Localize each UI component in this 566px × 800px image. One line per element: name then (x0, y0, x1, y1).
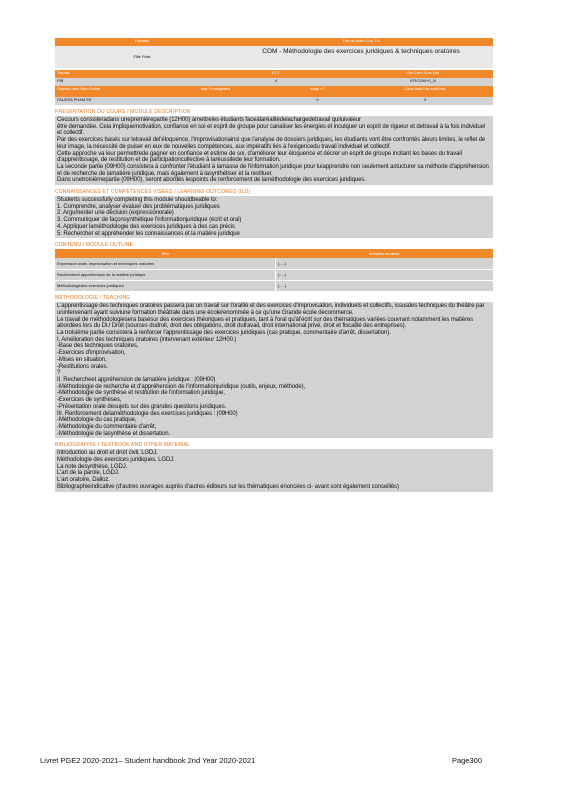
header-row-5 (55, 86, 493, 97)
methodology-text (55, 302, 493, 438)
list-item: -Mises en situation, (57, 356, 107, 363)
header-row-3 (55, 70, 493, 78)
list-item: -Méthodologie de recherche et d'appréhension de l'informationjuridique (outils, enjeux, méthode), (57, 383, 306, 390)
table-cell: Rechercheet appréhension de la matière juridique (57, 272, 146, 278)
header-cell: 3 (423, 97, 427, 102)
header-cell: Tsposs (57, 70, 70, 75)
paragraph: La troisième partie consistera à renforcer l'apprentissage des exercices juridiques (cas pratique, commentaire d'arrêt, dissertation). (57, 330, 391, 337)
table-row (55, 281, 493, 291)
list-item: -Base des techniques oratoires, (57, 343, 139, 350)
list-item: Méthodologie des exercices juridiques, LGDJ. (57, 457, 175, 464)
header-row-6 (55, 97, 493, 105)
footer-handbook-label: Livret PGE2 2020-2021– Student handbook 2nd Year 2020-2021 (40, 756, 256, 765)
content-table (55, 249, 493, 291)
paragraph: Par des exercices basés sur letravail del'éloquence, l'improvisationainsi que l'analyse de dossiers juridiques, les étudiants vont être confrontés àleurs limites, le reflet de leur image, la nécessité de puiser en eux de nouvelles compétences, aux impératifs liés à l'exigencedu travail individuel et collectif. (57, 137, 486, 150)
header-row-4 (55, 78, 493, 86)
list-item: 5. Rechercher et appréhender les connaissances et la matière juridique (57, 230, 240, 237)
paragraph: I. Amélioration des techniques oratoires (intervenant extérieur 12H00.) (57, 336, 237, 343)
list-item: L'art oratoire, Dalloz. (57, 477, 110, 484)
list-item: L'art de la parole, LGDJ. (57, 470, 120, 477)
list-item: 3. Communiquer de façonsynthétique l'informationjuridique (écrit et oral) (57, 217, 242, 224)
header-cell (199, 97, 278, 105)
table-cell: (.....) (275, 270, 493, 280)
header-row-1 (55, 38, 493, 46)
list-item: -Méthodologie de lasynthèse et dissertation. (57, 430, 171, 437)
list-item: -Méthodologie du cas pratique, (57, 417, 137, 424)
list-item: 4. Appliquer laméthodologie des exercices juridiques à des cas précis (57, 223, 235, 230)
header-cell: Dopsts umlo Emb Eohm (57, 86, 101, 91)
table-header: Titre (161, 251, 169, 257)
paragraph: Cecours consisteradans unepremièrepartie (12H00) àmettreles étudiants faceàlaréalitédelachargedetravail quiluivaleur (57, 117, 361, 123)
list-item: Bibliographieindicative (d'autres ouvrages auprès d'autres éditeurs sur les thématiques énoncées ci- avant sont également conseillés) (57, 483, 399, 490)
list-item: -Méthodologie de synthèse et restitution de l'information juridique, (57, 390, 225, 397)
bibliography-text (55, 449, 493, 491)
page-number: Page300 (451, 756, 482, 765)
paragraph: Le travail de méthodologiesera basésur des exercices théoriques et pratiques, tant à l'oral qu'àl'écrit sur des thématiques variées couvrant notamment les matières abordées lors du DU Droit (sources dudroit, droit des obligations, droit dutravail, droit international privé, droit et fiscalité des entreprises). (57, 316, 474, 330)
paragraph: être demandée. Cela impliquemotivation, confiance en soi et esprit de groupe pour canaliser les énergies et inculquer un esprit de rigueur et detravail à la fois individuel et collectif. (57, 123, 486, 137)
section-heading-bibliography: BIBLIOGRAPHIE / TEXTBOOK AND OTHER MATERIAL (55, 442, 191, 449)
header-cell: EFIO290+0_N (410, 78, 436, 83)
header-cell: Filiè Ftais (133, 54, 151, 59)
list-item: -Restitutions orales. (57, 363, 108, 370)
header-row-2 (55, 46, 493, 68)
paragraph: II. Rechercheet appréhension de lamatière juridique : (09H00) (57, 376, 216, 383)
header-cell: aapp cT (310, 86, 325, 91)
table-cell: (.....) (275, 258, 493, 269)
section-heading-methodology: METHODOLOGIE / TEACHING (55, 295, 131, 302)
outcomes-text (55, 196, 493, 238)
header-cell: 4 (274, 78, 278, 83)
table-cell: Expression orale, improvisation et techniques oratoires (57, 261, 155, 267)
list-item: -Présentation orale desujets sur des grandes questions juridiques. (57, 403, 227, 410)
list-item: -Méthodologie du commentaire d'arrêt, (57, 423, 157, 430)
list-item: La note desynthèse, LGDJ. (57, 463, 128, 470)
paragraph: Cette approche va leur permettrede gagner en confiance et estime de soi, d'améliorer leur éloquence et décrer un esprit de groupe incitant les bases du travail d'apprentissage, de restitution et de participationcollective à laréussitede leur formation. (57, 150, 462, 164)
list-item: Introduction au droit et droit civil, LGDJ. (57, 450, 158, 457)
paragraph: La seconde partie (09H00) consistera à confronter l'étudiant à lamasse de l'information juridique pour luiapprendre non seulement astucturer sa méthode d'appréhension et de recherche de lamatière juridique, mais également à lasynthétiser et la restituer. (57, 163, 489, 177)
header-cell: Fomatio (134, 38, 150, 43)
header-cell: FAUSSA PHAM.EE (57, 97, 92, 102)
header-cell: Thè ue mate Cou Thi (342, 38, 380, 43)
section-heading-outcomes: CONNAISSANCES ET COMPETENCES VISEES / LEARNING OUTCOMES (ILO) (55, 189, 251, 196)
header-cell: Cons Acts Lte nortt bos (404, 86, 446, 91)
paragraph: Students successfully completing this module shouldbeable to: (57, 197, 218, 204)
table-header: Activités etudiant (368, 251, 400, 257)
list-item: 2. Argumenter une décision (expressionorale) (57, 210, 174, 217)
table-cell: (.....) (275, 281, 493, 291)
course-title: COM - Méthodologie des exercices juridiques & techniques oratoires (262, 48, 460, 55)
list-item: -Exercices de synthèses, (57, 397, 122, 404)
presentation-text (55, 116, 493, 185)
table-row (55, 270, 493, 281)
table-header-row (55, 249, 493, 258)
table-row (55, 258, 493, 270)
page-footer (40, 756, 482, 765)
header-cell: FIB (57, 78, 64, 83)
header-cell: aap Fmasignant (201, 86, 230, 91)
header-cell: 0 (316, 97, 319, 102)
header-cell: ECT (272, 70, 280, 75)
list-item: 1. Comprendre, analyser évaluer des problématiques juridiques (57, 203, 220, 210)
section-heading-presentation: PRESENTATION DU COURS / MODULE DESCRIPTION (55, 109, 191, 115)
list-item: -Exercices d'improvisation, (57, 350, 126, 357)
paragraph: L'apprentissage des techniques oratoires passera par un travail sur l'oralité et des exercices d'improvisation, individuels et collectifs, issusdes techniques du théâtre par unintervenant ayant suiviune formation théâtrale dans une écolerenommée à ce qu'une Grande école decommerce. (57, 303, 485, 316)
header-cell: Sm Emb Eme Eat (407, 70, 439, 75)
paragraph: III. Renforcement delaméthodologie des exercices juridiques : (09H00) (57, 410, 238, 417)
table-cell: Méthodologiedes exercices juridiques (57, 283, 124, 289)
paragraph: Dans unetroisièmepartie (09H00), seront abordés lespoints de renforcement de laméthodologie des exercices juridiques. (57, 177, 366, 184)
paragraph: ? (57, 370, 61, 377)
section-heading-content: CONTENU / MODULE OUTLINE (55, 242, 134, 249)
course-sheet (55, 38, 493, 492)
